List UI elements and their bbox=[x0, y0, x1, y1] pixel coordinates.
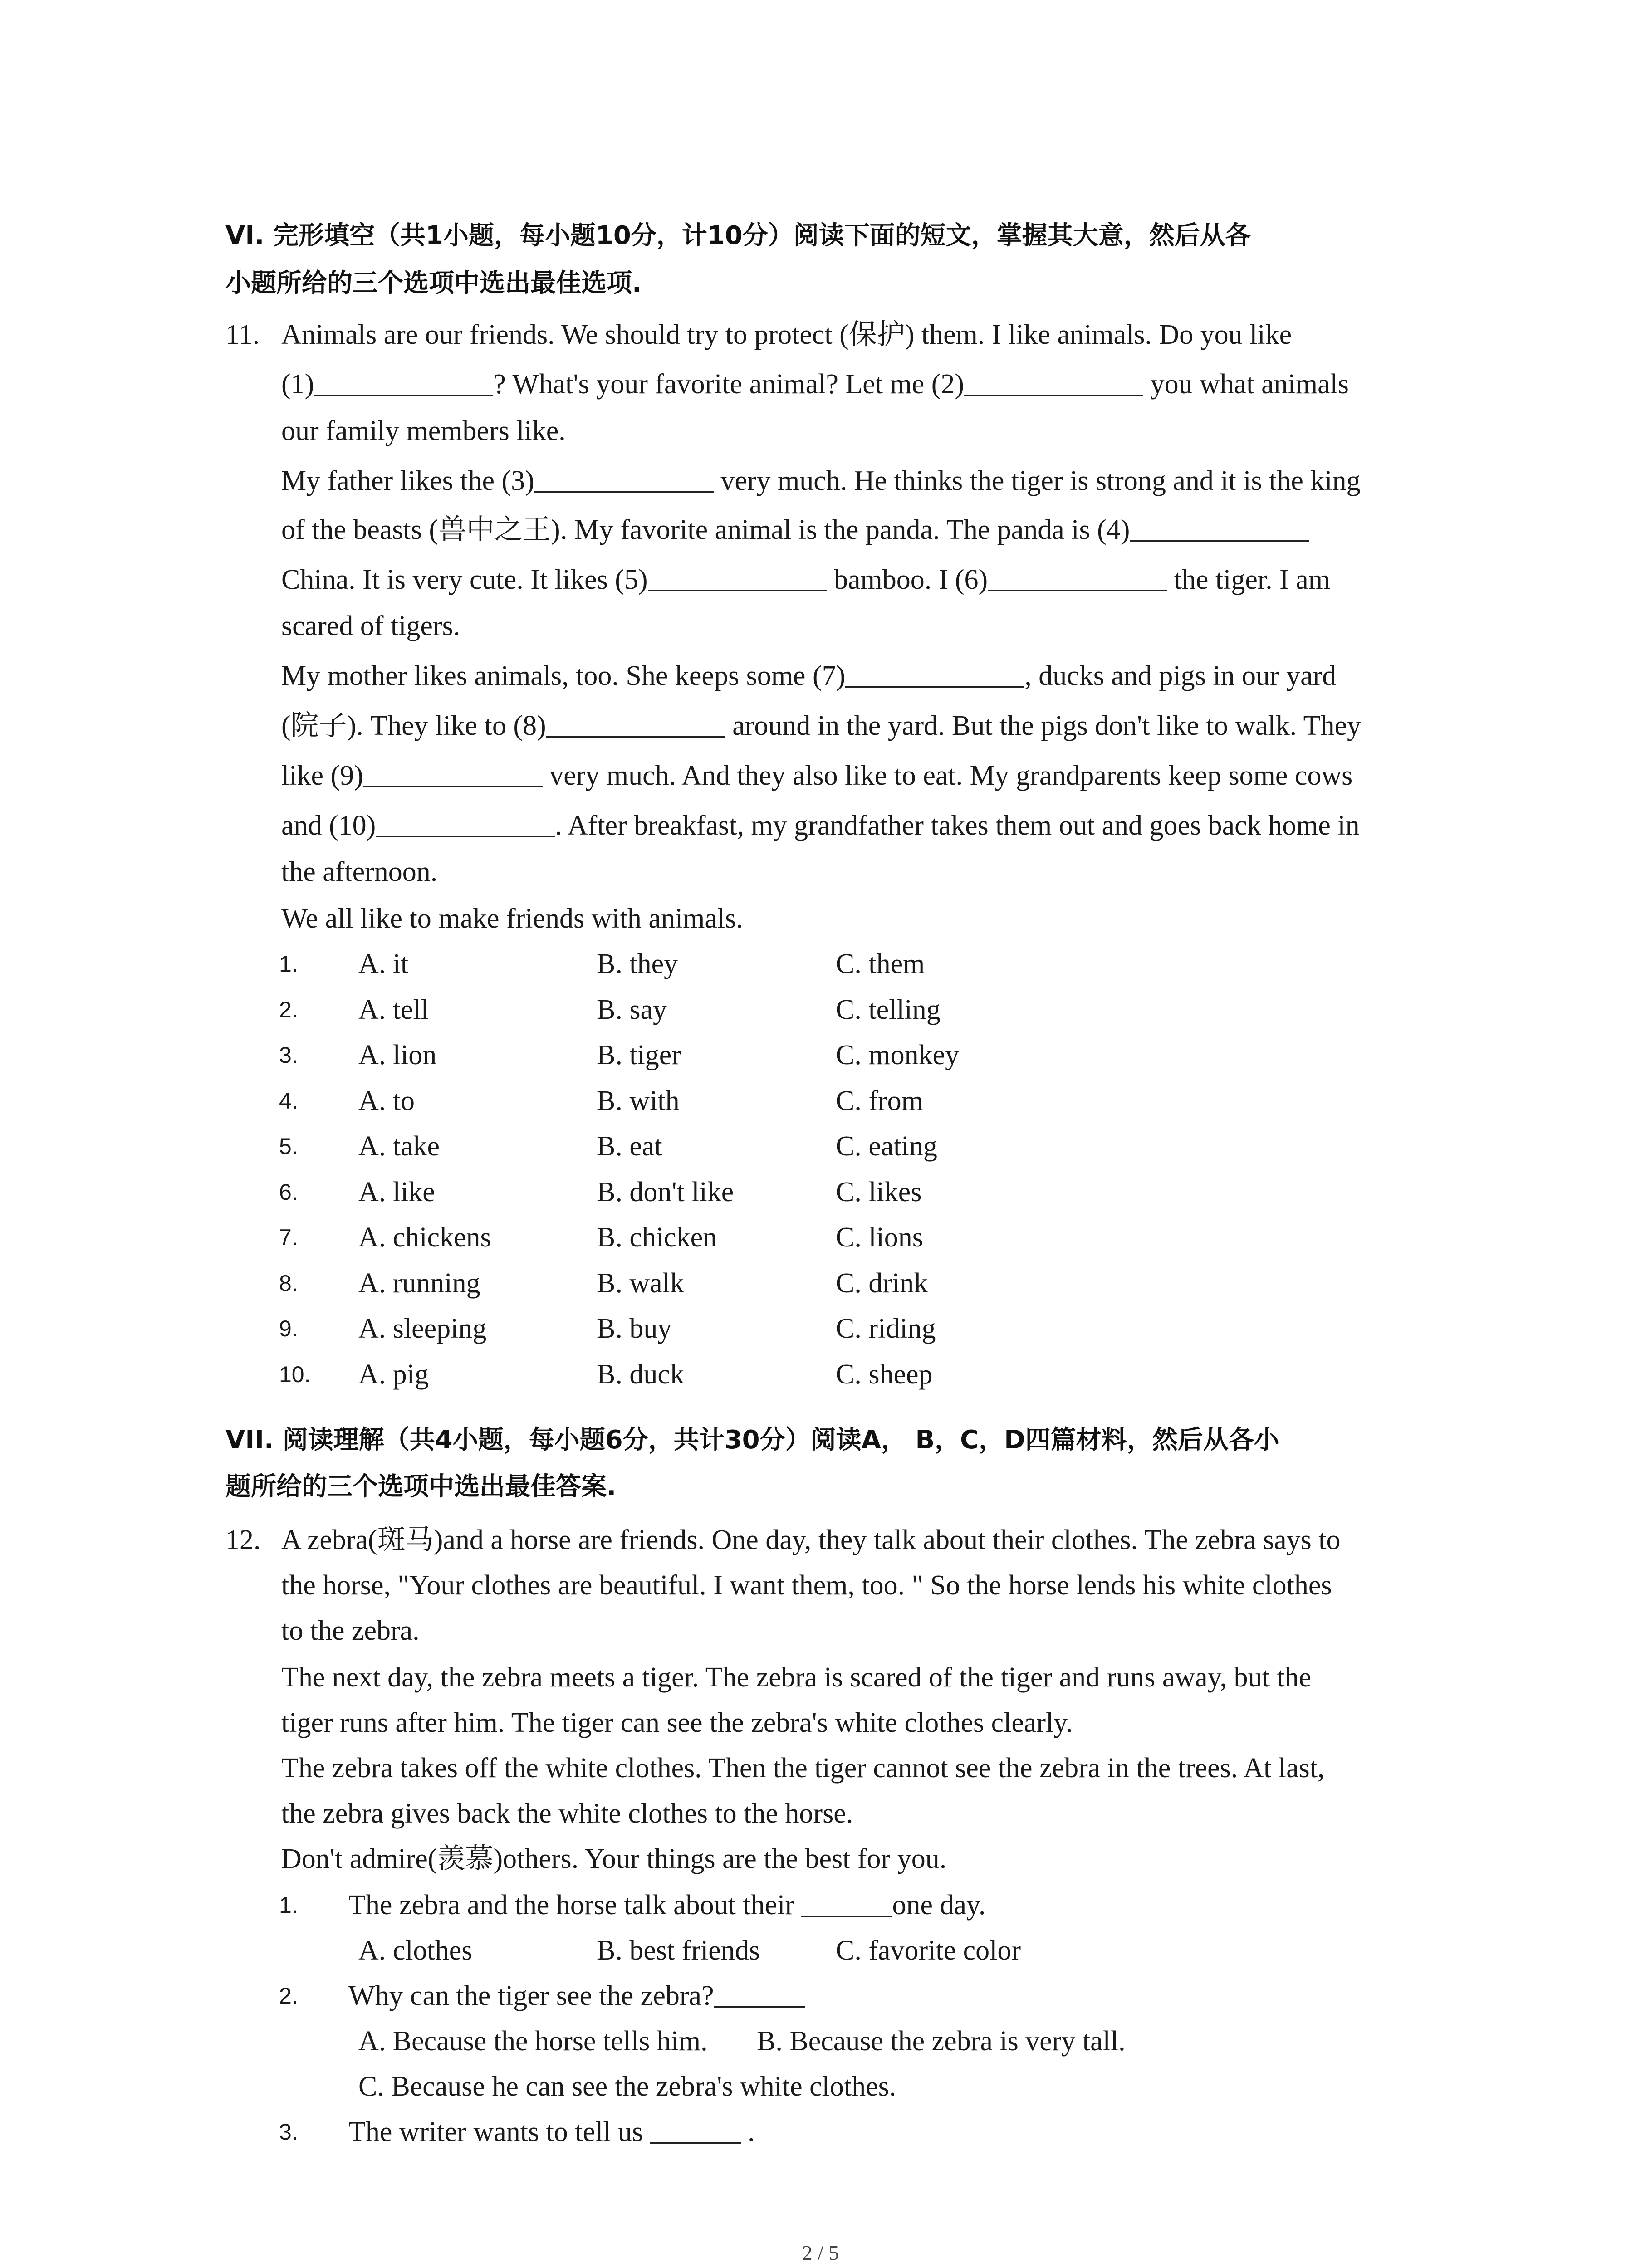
answer-blank bbox=[534, 463, 714, 493]
answer-blank bbox=[845, 658, 1024, 688]
answer-blank bbox=[314, 367, 493, 396]
passage-line: scared of tigers. bbox=[281, 611, 460, 641]
passage-line: to the zebra. bbox=[281, 1615, 420, 1646]
option-a: A. lion bbox=[358, 1040, 437, 1070]
passage-line: The next day, the zebra meets a tiger. The zebra is scared of the tiger and runs away, but the bbox=[281, 1662, 1312, 1693]
answer-blank bbox=[648, 562, 827, 591]
option-c: C. telling bbox=[836, 994, 941, 1025]
option-b: B. duck bbox=[597, 1359, 684, 1390]
option-a: A. clothes bbox=[358, 1935, 473, 1966]
option-c: C. them bbox=[836, 948, 925, 979]
option-c: C. from bbox=[836, 1085, 923, 1116]
option-c: C. riding bbox=[836, 1313, 936, 1344]
option-b: B. walk bbox=[597, 1268, 684, 1299]
answer-blank bbox=[801, 1887, 892, 1917]
option-b: B. say bbox=[597, 994, 667, 1025]
question-number: 12. bbox=[225, 1525, 261, 1555]
option-number: 4. bbox=[279, 1088, 298, 1114]
answer-blank bbox=[363, 758, 543, 787]
option-number: 7. bbox=[279, 1225, 298, 1250]
option-c: C. eating bbox=[836, 1131, 937, 1162]
option-c: C. monkey bbox=[836, 1040, 960, 1070]
answer-blank bbox=[1130, 512, 1309, 542]
section-heading: VI. 完形填空（共1小题，每小题10分，计10分）阅读下面的短文，掌握其大意，然后从各 bbox=[225, 221, 1251, 250]
option-number: 1. bbox=[279, 951, 298, 977]
option-number: 5. bbox=[279, 1134, 298, 1159]
answer-blank bbox=[376, 808, 555, 837]
passage-line: the afternoon. bbox=[281, 856, 438, 887]
passage-line: My father likes the (3) very much. He thinks the tiger is strong and it is the king bbox=[281, 458, 1443, 503]
question-number: 11. bbox=[225, 319, 260, 350]
option-a: A. take bbox=[358, 1131, 440, 1162]
passage-line: the zebra gives back the white clothes to the horse. bbox=[281, 1798, 853, 1829]
passage-line: (院子). They like to (8) around in the yard. But the pigs don't like to walk. They bbox=[281, 703, 1443, 748]
subquestion-number: 2. bbox=[279, 1983, 298, 2009]
passage-line: our family members like. bbox=[281, 415, 566, 446]
passage-line: tiger runs after him. The tiger can see the zebra's white clothes clearly. bbox=[281, 1707, 1073, 1738]
option-b: B. don't like bbox=[597, 1177, 734, 1207]
section-heading-cont: 题所给的三个选项中选出最佳答案. bbox=[225, 1472, 617, 1501]
option-a: A. to bbox=[358, 1085, 415, 1116]
passage-line: Don't admire(羡慕)others. Your things are the best for you. bbox=[281, 1843, 947, 1874]
passage-line: like (9) very much. And they also like to eat. My grandparents keep some cows bbox=[281, 753, 1443, 798]
passage-line: (1) ? What's your favorite animal? Let me (2) you what animals bbox=[281, 362, 1443, 407]
passage-line: and (10) . After breakfast, my grandfather takes them out and goes back home in bbox=[281, 803, 1443, 848]
option-b: B. buy bbox=[597, 1313, 672, 1344]
subquestion-stem: The zebra and the horse talk about their one day. bbox=[348, 1882, 986, 1928]
passage-line: A zebra(斑马)and a horse are friends. One day, they talk about their clothes. The zebra says to bbox=[281, 1525, 1341, 1555]
option-number: 2. bbox=[279, 997, 298, 1022]
passage-line: My mother likes animals, too. She keeps some (7) , ducks and pigs in our yard bbox=[281, 653, 1443, 699]
section-heading: VII. 阅读理解（共4小题，每小题6分，共计30分）阅读A， B，C，D四篇材料，然后从各小 bbox=[225, 1425, 1279, 1455]
option-b: B. eat bbox=[597, 1131, 662, 1162]
option-number: 6. bbox=[279, 1179, 298, 1205]
subquestion-stem: Why can the tiger see the zebra? bbox=[348, 1973, 805, 2019]
option-number: 8. bbox=[279, 1271, 298, 1296]
option-a: A. Because the horse tells him. bbox=[358, 2026, 708, 2057]
passage-line: We all like to make friends with animals. bbox=[281, 903, 743, 934]
option-a: A. like bbox=[358, 1177, 435, 1207]
option-number: 3. bbox=[279, 1042, 298, 1068]
option-b: B. Because the zebra is very tall. bbox=[757, 2026, 1126, 2057]
answer-blank bbox=[714, 1978, 805, 2008]
option-c: C. sheep bbox=[836, 1359, 933, 1390]
passage-line: China. It is very cute. It likes (5) bamboo. I (6) the tiger. I am bbox=[281, 557, 1443, 602]
option-b: B. chicken bbox=[597, 1222, 717, 1253]
passage-line: Animals are our friends. We should try to protect (保护) them. I like animals. Do you like bbox=[281, 319, 1292, 350]
passage-line: The zebra takes off the white clothes. Then the tiger cannot see the zebra in the trees. At last, bbox=[281, 1753, 1325, 1784]
passage-line: the horse, "Your clothes are beautiful. I want them, too. " So the horse lends his white clothes bbox=[281, 1570, 1332, 1601]
option-c: C. favorite color bbox=[836, 1935, 1021, 1966]
option-b: B. with bbox=[597, 1085, 680, 1116]
option-b: B. they bbox=[597, 948, 678, 979]
option-number: 10. bbox=[279, 1362, 311, 1387]
option-c: C. lions bbox=[836, 1222, 923, 1253]
option-a: A. tell bbox=[358, 994, 429, 1025]
option-b: B. tiger bbox=[597, 1040, 681, 1070]
option-a: A. chickens bbox=[358, 1222, 491, 1253]
option-a: A. pig bbox=[358, 1359, 429, 1390]
answer-blank bbox=[546, 708, 725, 738]
subquestion-number: 3. bbox=[279, 2119, 298, 2145]
option-a: A. sleeping bbox=[358, 1313, 487, 1344]
section-heading-cont: 小题所给的三个选项中选出最佳选项. bbox=[225, 269, 642, 298]
option-c: C. drink bbox=[836, 1268, 928, 1299]
option-b: B. best friends bbox=[597, 1935, 760, 1966]
option-c: C. likes bbox=[836, 1177, 922, 1207]
option-c: C. Because he can see the zebra's white clothes. bbox=[358, 2071, 896, 2102]
subquestion-stem: The writer wants to tell us . bbox=[348, 2109, 755, 2155]
option-a: A. running bbox=[358, 1268, 480, 1299]
answer-blank bbox=[964, 367, 1143, 396]
option-a: A. it bbox=[358, 948, 409, 979]
option-number: 9. bbox=[279, 1316, 298, 1341]
answer-blank bbox=[650, 2114, 741, 2144]
answer-blank bbox=[988, 562, 1167, 591]
page-number: 2 / 5 bbox=[802, 2241, 839, 2264]
passage-line: of the beasts (兽中之王). My favorite animal is the panda. The panda is (4) bbox=[281, 507, 1443, 552]
subquestion-number: 1. bbox=[279, 1892, 298, 1918]
